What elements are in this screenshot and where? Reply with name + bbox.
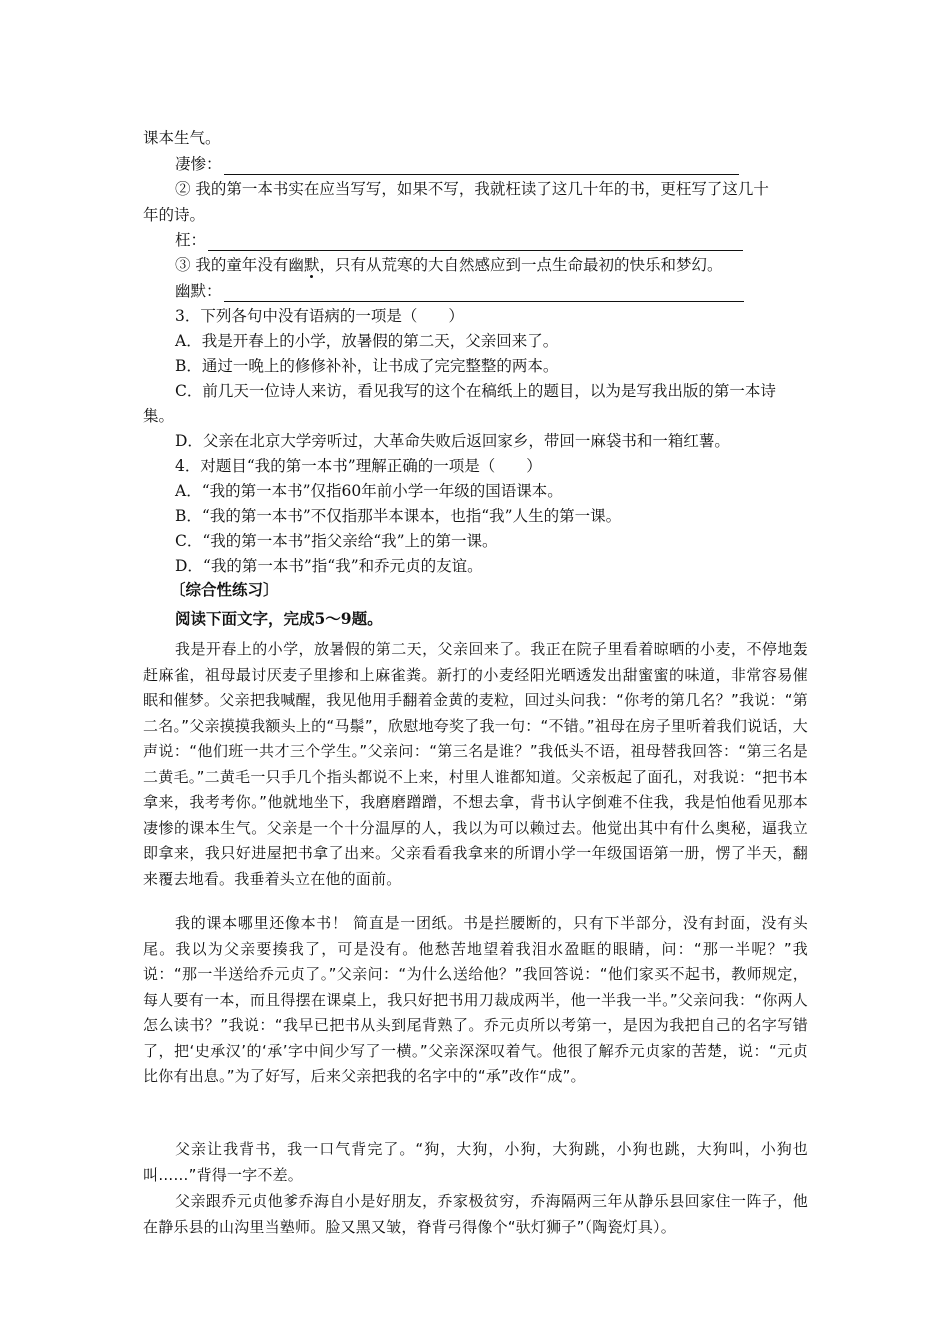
q4-option-a[interactable]: A．“我的第一本书”仅指60年前小学一年级的国语课本。 xyxy=(175,482,563,500)
q2-word1-answer-blank[interactable] xyxy=(224,160,739,175)
q3-option-a[interactable]: A．我是开春上的小学，放暑假的第二天，父亲回来了。 xyxy=(175,332,559,350)
q2-sentence-2-cont: 年的诗。 xyxy=(143,206,206,224)
q4-option-d[interactable]: D．“我的第一本书”指“我”和乔元贞的友谊。 xyxy=(175,557,483,575)
q3-stem: 3．下列各句中没有语病的一项是（ ） xyxy=(175,307,464,325)
q2-word3-row xyxy=(175,280,825,302)
q2-word3-label: 幽默： xyxy=(175,282,222,300)
q2-sentence-3-emphasis-char: 默 xyxy=(303,256,320,274)
passage-paragraph-3: 父亲让我背书，我一口气背完了。“狗，大狗，小狗，大狗跳，小狗也跳，大狗叫，小狗也叫……”背得一字不差。 xyxy=(143,1140,808,1184)
passage-paragraph-2: 我的课本哪里还像本书！ 简直是一团纸。书是拦腰断的，只有下半部分，没有封面，没有头尾。我以为父亲要揍我了，可是没有。他愁苦地望着我泪水盈眶的眼睛，问：“那一半呢？”我说：“那一半送给乔元贞了。”父亲问：“为什么送给他？”我回答说：“他们家买不起书，教师规定，每人要有一本，而且得摆在课桌上，我只好把书用刀裁成两半，他一半我一半。”父亲问我：“你两人怎么读书？”我说：“我早已把书从头到尾背熟了。乔元贞所以考第一，是因为我把自己的名字写错了，把‘史承汉’的‘承’字中间少写了一横。”父亲深深叹着气。他很了解乔元贞家的苦楚，说：“元贞比你有出息。”为了好写，后来父亲把我的名字中的“承”改作“成”。 xyxy=(143,914,808,1085)
q2-word2-row xyxy=(175,229,825,251)
q2-sentence-3-post: ，只有从荒寒的大自然感应到一点生命最初的快乐和梦幻。 xyxy=(319,256,723,274)
q2-sentence-3-pre: ③ 我的童年没有幽 xyxy=(175,256,304,274)
passage-paragraph-4: 父亲跟乔元贞他爹乔海自小是好朋友，乔家极贫穷，乔海隔两三年从静乐县回家住一阵子，他在静乐县的山沟里当塾师。脸又黑又皱，脊背弓得像个“驮灯狮子”（陶瓷灯具）。 xyxy=(143,1192,808,1236)
q2-sentence-2 xyxy=(175,178,825,200)
reading-instruction: 阅读下面文字，完成5～9题。 xyxy=(175,609,383,628)
q2-word3-answer-blank[interactable] xyxy=(224,287,744,302)
q4-stem: 4．对题目“我的第一本书”理解正确的一项是（ ） xyxy=(175,457,542,475)
q2-sentence-3 xyxy=(175,254,825,276)
q3-option-c-cont: 集。 xyxy=(143,407,175,425)
q4-option-c[interactable]: C．“我的第一本书”指父亲给“我”上的第一课。 xyxy=(175,532,498,550)
section-heading: 〔综合性练习〕 xyxy=(170,580,279,599)
q3-option-b[interactable]: B．通过一晚上的修修补补，让书成了完完整整的两本。 xyxy=(175,357,559,375)
q3-option-c[interactable]: C．前几天一位诗人来访，看见我写的这个在稿纸上的题目，以为是写我出版的第一本诗 xyxy=(175,382,776,400)
q2-word1-label: 凄惨： xyxy=(175,155,222,173)
q2-word2-label: 枉： xyxy=(175,231,207,249)
q2-sentence-2-text: ② 我的第一本书实在应当写写，如果不写，我就枉读了这几十年的书，更枉写了这几十 xyxy=(175,180,769,198)
q2-word2-answer-blank[interactable] xyxy=(208,236,743,251)
q3-option-d[interactable]: D．父亲在北京大学旁听过，大革命失败后返回家乡，带回一麻袋书和一箱红薯。 xyxy=(175,432,730,450)
q2-continuation-line: 课本生气。 xyxy=(143,129,221,147)
q4-option-b[interactable]: B．“我的第一本书”不仅指那半本课本，也指“我”人生的第一课。 xyxy=(175,507,622,525)
passage-paragraph-1: 我是开春上的小学，放暑假的第二天，父亲回来了。我正在院子里看着晾晒的小麦，不停地轰赶麻雀，祖母最讨厌麦子里掺和上麻雀粪。新打的小麦经阳光晒透发出甜蜜蜜的味道，非常容易催眠和催梦。父亲把我喊醒，我见他用手翻着金黄的麦粒，回过头问我：“你考的第几名？”我说：“第二名。”父亲摸摸我额头上的“马鬃”，欣慰地夸奖了我一句：“不错。”祖母在房子里听着我们说话，大声说：“他们班一共才三个学生。”父亲问：“第三名是谁？”我低头不语，祖母替我回答：“第三名是二黄毛。”二黄毛一只手几个指头都说不上来，村里人谁都知道。父亲板起了面孔，对我说：“把书本拿来，我考考你。”他就地坐下，我磨磨蹭蹭，不想去拿，背书认字倒难不住我，我是怕他看见那本凄惨的课本生气。父亲是一个十分温厚的人，我以为可以赖过去。他觉出其中有什么奥秘，逼我立即拿来，我只好进屋把书拿了出来。父亲看看我拿来的所谓小学一年级国语第一册，愣了半天，翻来覆去地看。我垂着头立在他的面前。 xyxy=(143,640,808,888)
q2-word1-row xyxy=(175,153,825,175)
